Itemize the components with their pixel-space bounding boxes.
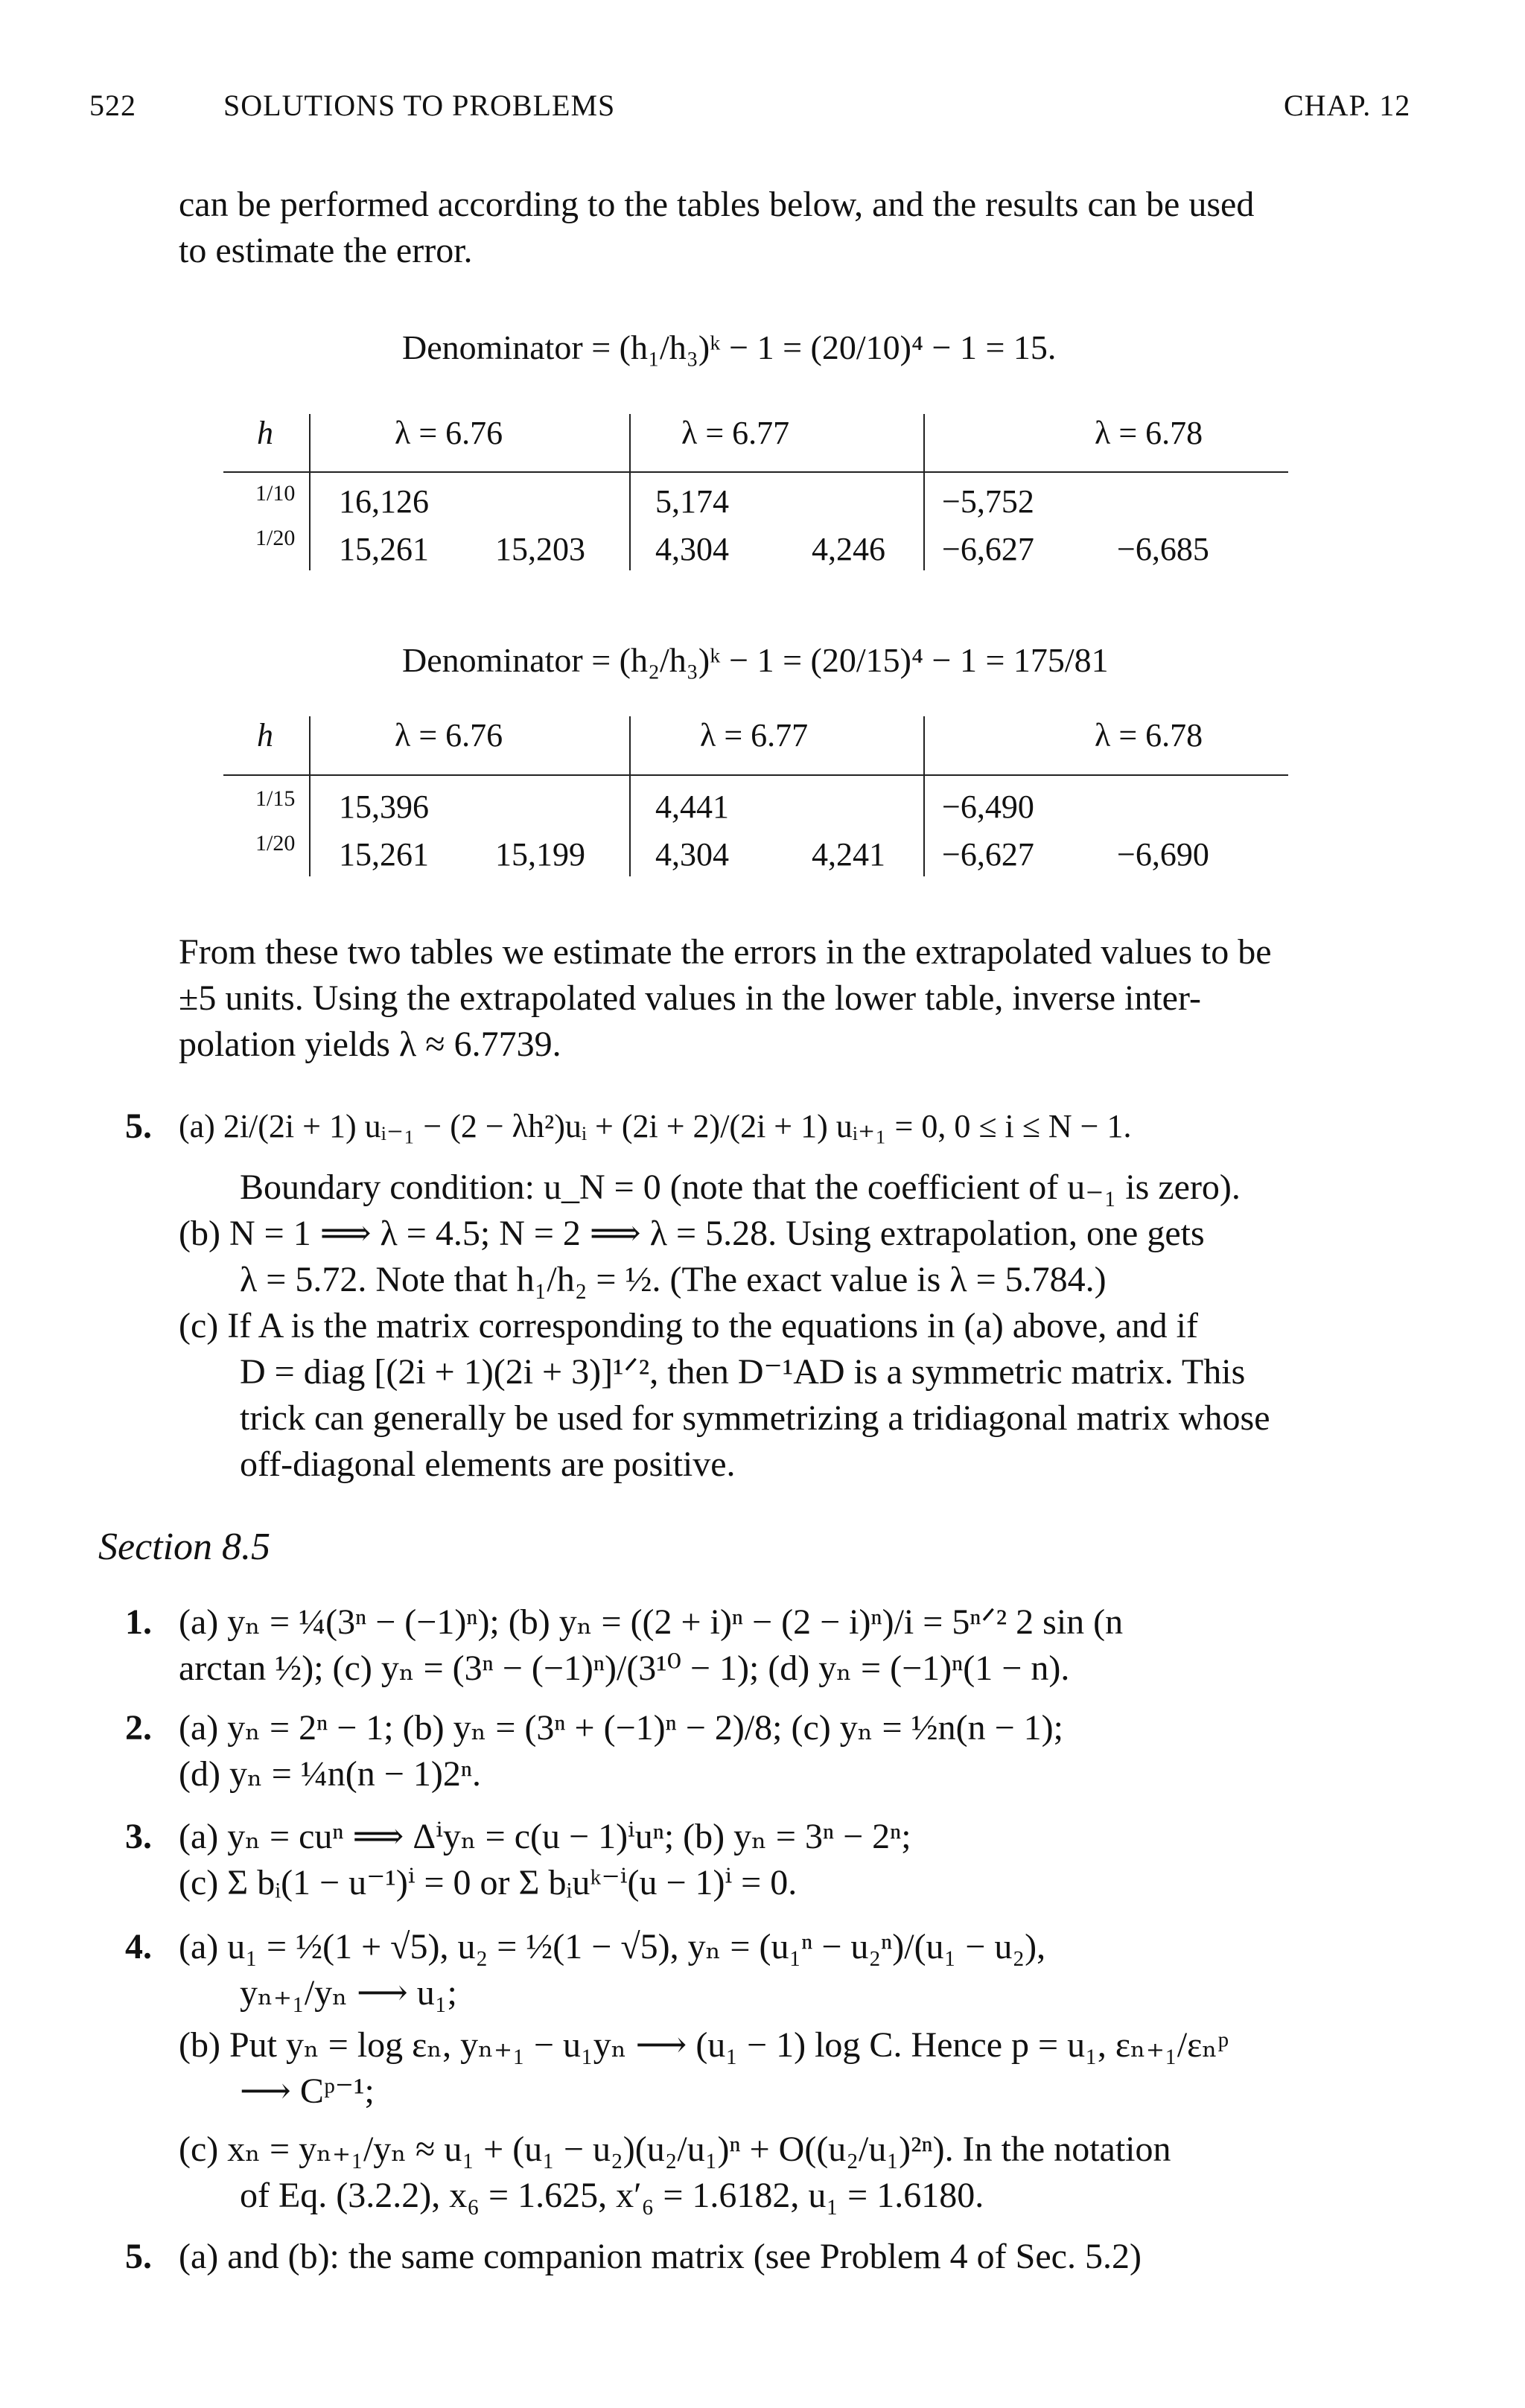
table2-r2-c2: 15,199 [495,836,585,873]
table2-r2-c6: −6,690 [1117,836,1209,873]
table2-r2-c5: −6,627 [942,836,1034,873]
section-item-3-number: 3. [125,1817,152,1856]
section-item-2-line-1: (a) yₙ = 2ⁿ − 1; (b) yₙ = (3ⁿ + (−1)ⁿ − 2)/8; (c) yₙ = ½n(n − 1); [179,1708,1063,1748]
table2-col-3: λ = 6.78 [1095,717,1203,754]
table1-col-3: λ = 6.78 [1095,415,1203,451]
table1-r1-c5: −5,752 [942,483,1034,520]
table1-col-1: λ = 6.76 [395,415,503,451]
table1-vline-2 [629,414,631,570]
table2-r2-c3: 4,304 [655,836,729,873]
table2-denominator: Denominator = (h₂/h₃)ᵏ − 1 = (20/15)⁴ − 1 = 175/81 [402,641,1109,679]
intro-line-1: can be performed according to the tables below, and the results can be used [179,185,1255,224]
table2-r1-c3: 4,441 [655,789,729,825]
table1-vline-1 [309,414,311,570]
section-item-3-line-2: (c) Σ bᵢ(1 − u⁻¹)ⁱ = 0 or Σ bᵢuᵏ⁻ⁱ(u − 1)ⁱ = 0. [179,1863,797,1902]
page-number: 522 [89,89,136,122]
table2-vline-2 [629,716,631,876]
section-item-1-line-2: arctan ½); (c) yₙ = (3ⁿ − (−1)ⁿ)/(3¹⁰ − 1); (d) yₙ = (−1)ⁿ(1 − n). [179,1649,1070,1688]
table1-r2-c4: 4,246 [812,531,885,567]
table2-rule [223,774,1288,776]
table1-h-2: 1/20 [255,526,296,550]
table2-r2-c1: 15,261 [339,836,429,873]
table1-r1-c3: 5,174 [655,483,729,520]
table1-col-2: λ = 6.77 [681,415,790,451]
section-item-3-line-1: (a) yₙ = cuⁿ ⟹ Δⁱyₙ = c(u − 1)ⁱuⁿ; (b) yₙ = 3ⁿ − 2ⁿ; [179,1817,911,1856]
table1-rule [223,471,1288,473]
table2-h-2: 1/20 [255,831,296,856]
table1-h-1: 1/10 [255,481,296,506]
problem5-b-line-1: (b) N = 1 ⟹ λ = 4.5; N = 2 ⟹ λ = 5.28. Using extrapolation, one gets [179,1214,1205,1253]
section-item-5-number: 5. [125,2237,152,2276]
section-item-4-line-6: of Eq. (3.2.2), x₆ = 1.625, x′₆ = 1.6182, u₁ = 1.6180. [240,2176,984,2215]
problem5-c-line-1: (c) If A is the matrix corresponding to the equations in (a) above, and if [179,1306,1198,1345]
problem5-c-line-3: trick can generally be used for symmetrizing a tridiagonal matrix whose [240,1398,1270,1438]
problem5-c-line-4: off-diagonal elements are positive. [240,1445,736,1484]
table2-h-1: 1/15 [255,786,296,811]
after-tables-line-2: ±5 units. Using the extrapolated values in the lower table, inverse inter- [179,978,1201,1018]
section-item-2-number: 2. [125,1708,152,1748]
chapter-label: CHAP. 12 [1284,89,1411,122]
table1-r2-c3: 4,304 [655,531,729,567]
table2-r1-c5: −6,490 [942,789,1034,825]
problem5-c-line-2: D = diag [(2i + 1)(2i + 3)]¹ᐟ², then D⁻¹AD is a symmetric matrix. This [240,1352,1246,1392]
table2-col-2: λ = 6.77 [700,717,809,754]
table2-r1-c1: 15,396 [339,789,429,825]
table1-r1-c1: 16,126 [339,483,429,520]
section-item-4-line-3: (b) Put yₙ = log εₙ, yₙ₊₁ − u₁yₙ ⟶ (u₁ − 1) log C. Hence p = u₁, εₙ₊₁/εₙᵖ [179,2025,1229,2065]
section-item-4-line-2: yₙ₊₁/yₙ ⟶ u₁; [240,1973,457,2013]
problem5-number: 5. [125,1106,152,1146]
problem5-a-equation: (a) 2i/(2i + 1) uᵢ₋₁ − (2 − λh²)uᵢ + (2i + 2)/(2i + 1) uᵢ₊₁ = 0, 0 ≤ i ≤ N − 1. [179,1108,1132,1144]
after-tables-line-3: polation yields λ ≈ 6.7739. [179,1025,561,1064]
section-item-2-line-2: (d) yₙ = ¼n(n − 1)2ⁿ. [179,1754,481,1794]
after-tables-line-1: From these two tables we estimate the errors in the extrapolated values to be [179,932,1272,972]
table2-col-1: λ = 6.76 [395,717,503,754]
section-item-1-number: 1. [125,1602,152,1642]
section-item-4-line-4: ⟶ Cᵖ⁻¹; [240,2071,375,2111]
running-title: SOLUTIONS TO PROBLEMS [223,89,616,122]
table1-r2-c2: 15,203 [495,531,585,567]
section-item-4-number: 4. [125,1927,152,1966]
section-item-5-line-1: (a) and (b): the same companion matrix (see Problem 4 of Sec. 5.2) [179,2237,1142,2276]
table2-h-header: h [257,717,273,754]
problem5-b-line-2: λ = 5.72. Note that h₁/h₂ = ½. (The exact value is λ = 5.784.) [240,1260,1107,1299]
table2-r2-c4: 4,241 [812,836,885,873]
intro-line-2: to estimate the error. [179,231,473,270]
problem5-a-boundary: Boundary condition: u_N = 0 (note that the coefficient of u₋₁ is zero). [240,1168,1241,1207]
table1-h-header: h [257,415,273,451]
table1-r2-c1: 15,261 [339,531,429,567]
section-title: Section 8.5 [98,1526,271,1568]
section-item-4-line-5: (c) xₙ = yₙ₊₁/yₙ ≈ u₁ + (u₁ − u₂)(u₂/u₁)ⁿ + O((u₂/u₁)²ⁿ). In the notation [179,2130,1171,2169]
table2-vline-3 [923,716,925,876]
table1-r2-c5: −6,627 [942,531,1034,567]
table2-vline-1 [309,716,311,876]
table1-r2-c6: −6,685 [1117,531,1209,567]
section-item-4-line-1: (a) u₁ = ½(1 + √5), u₂ = ½(1 − √5), yₙ = (u₁ⁿ − u₂ⁿ)/(u₁ − u₂), [179,1927,1046,1966]
table1-vline-3 [923,414,925,570]
table1-denominator: Denominator = (h₁/h₃)ᵏ − 1 = (20/10)⁴ − 1 = 15. [402,328,1057,366]
section-item-1-line-1: (a) yₙ = ¼(3ⁿ − (−1)ⁿ); (b) yₙ = ((2 + i)ⁿ − (2 − i)ⁿ)/i = 5ⁿᐟ² 2 sin (n [179,1602,1124,1642]
